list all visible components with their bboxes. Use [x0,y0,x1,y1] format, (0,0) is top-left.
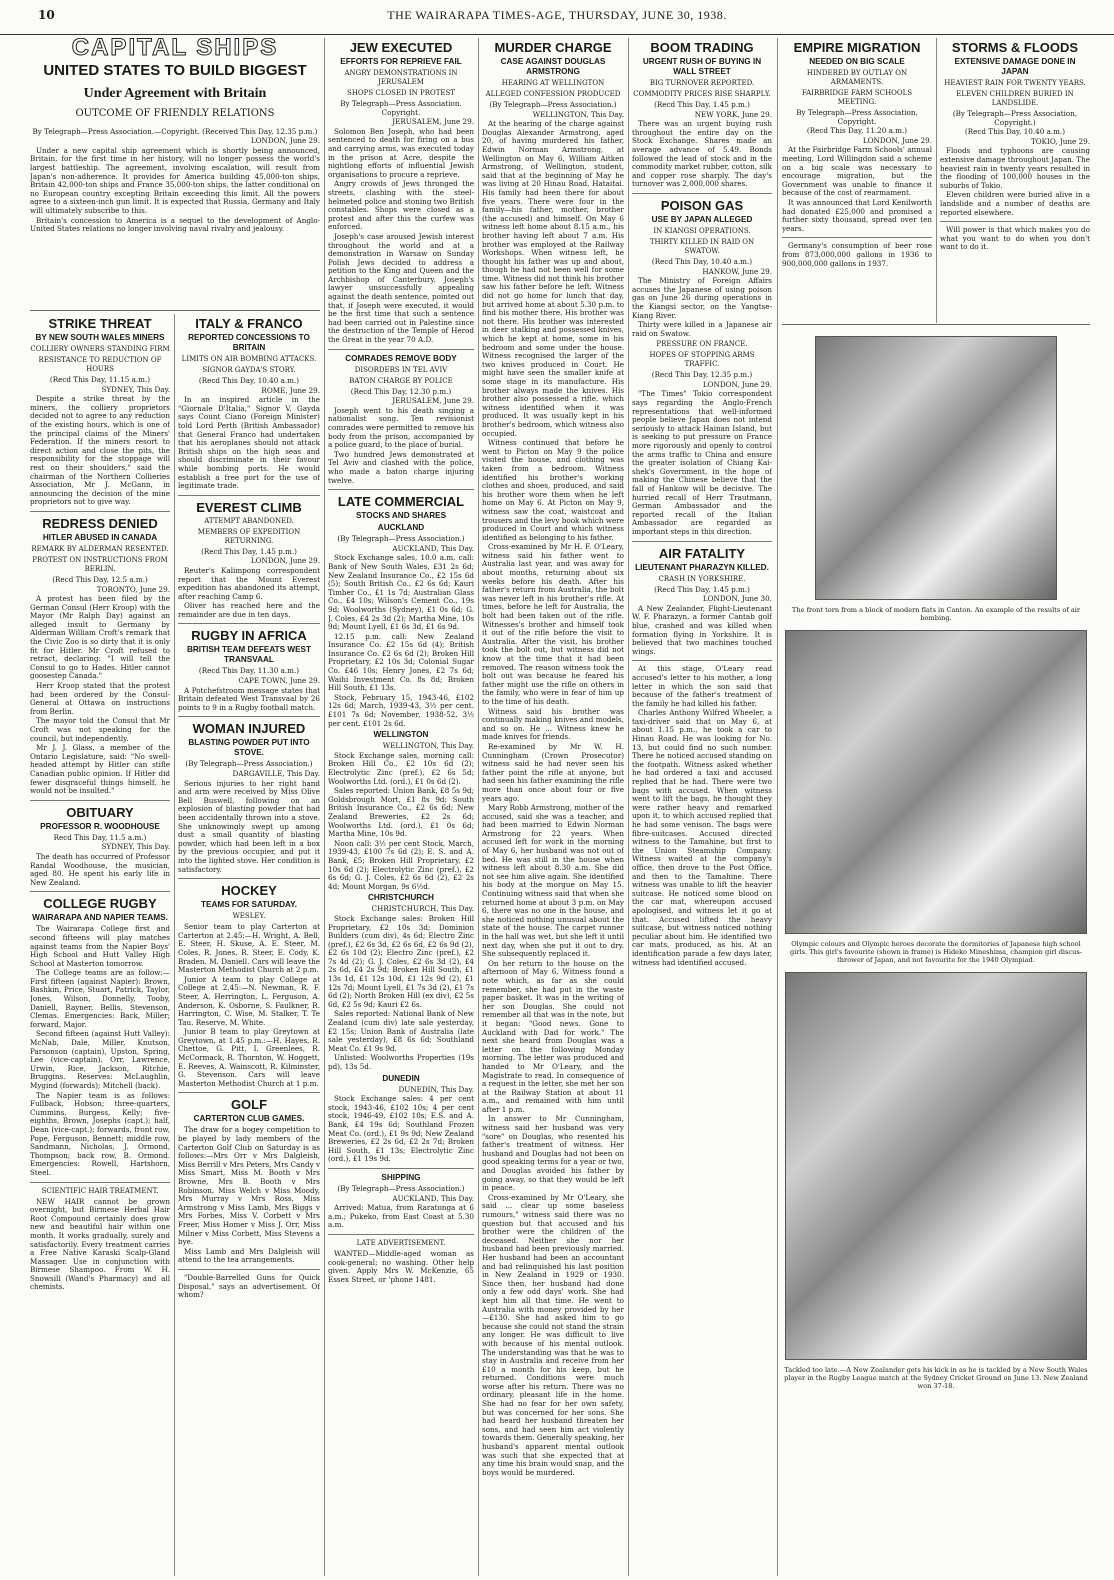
headline: UNITED STATES TO BUILD BIGGEST [43,61,307,79]
section-heading: WELLINGTON [373,730,429,740]
section-heading: SHIPPING [381,1172,421,1182]
subheadline: TEAMS FOR SATURDAY. [201,900,297,910]
divider [178,878,320,879]
divider [30,1182,170,1183]
deck: COLLIERY OWNERS STANDING FIRM [30,345,170,353]
deck: OUTCOME OF FRIENDLY RELATIONS [75,107,275,119]
paragraph: A New Zealander, Flight-Lieutenant W. F. Pharazyn, a former Cantab golf blue, crashed and was killed when formation flying in Yorkshire. It is believed that two machines touched wings. [632,603,772,656]
received: (Recd This Day, 11.20 a.m.) [806,126,908,136]
deck: CRASH IN YORKSHIRE. [658,574,746,583]
dateline: ROME, June 29. [261,385,320,395]
dateline: LONDON, June 29. [250,136,320,146]
deck: HEAVIEST RAIN FOR TWENTY YEARS. [944,79,1086,87]
dateline: SYDNEY, This Day. [101,384,170,394]
paragraph: The mayor told the Consul that Mr Croft was not speaking for the council, but independently. [30,716,170,743]
divider [178,495,320,496]
paragraph: At the hearing of the charge against Douglas Alexander Armstrong, aged 20, of having murdered his father, Edwin Norman Armstrong, at Wellington on May 6, William Aitken Armstrong, of Wellington, student, said that at the beginning of May he was living at 20 Hinau Road, Hataitai. His family had been there for about five years. There were four in the family—his father, mother, brother (the accused) and himself. On May 6 witness left home about 8.15 a.m., his brother having left about 7 a.m. His brother was employed at the Railway Workshops. When witness left, he thought his father was up and about, though he had not been well for some time. Witness did not think his brother saw his father before he left. Witness did not go home for lunch that day, but arrived home at about 5.30 p.m. to find his mother there. His brother was not there. His brother was interested in deer stalking and possessed knives, which he kept at home, some in his bedroom and some under the house. Witness recognised the larger of the two knives produced in Court. He might have seen the smaller knife at some stage in its manufacture. His brother always made the knives. His brother also possessed a rifle, which witness identified when it was produced. It was usually kept in his brother's bedroom, which witness also occupied. [482,119,624,438]
headline: BOOM TRADING [650,40,754,55]
divider [30,800,170,801]
paragraph: The Napier team is as follows: Fullback, Hobson; three-quarters, Cummins, Burgess, Kelly; five-eighths, Brown, Josephs (capt.); half, Dean (vice-capt.); forwards, front row, Pope, Ferguson, Bennett; middle row, Sandmann, Nicholas, J. Ormond, Thompson; back row, B. Ormond. Emergencies: Rowell, Hartshorn, Steel. [30,1090,170,1177]
deck: FAIRBRIDGE FARM SCHOOLS MEETING. [801,89,913,106]
deck: BATON CHARGE BY POLICE [349,376,453,385]
dateline: TOKIO, June 29. [1030,136,1090,146]
photo-column [782,328,1090,1578]
byline: By Telegraph—Press Association.—Copyright. (Received This Day, 12.35 p.m.) [32,126,318,136]
deck: PRESSURE ON FRANCE. [656,340,748,349]
dateline: NEW YORK, June 29. [694,109,772,119]
paragraph: Arrived: Matua, from Raratonga at 6 a.m.; Pukeko, from East Coast at 5.30 a.m. [328,1203,474,1230]
divider [30,511,170,512]
paragraph: Witness continued that before he went to Picton on May 9 the police visited the house, and clothing was taken from a bedroom. Witness identified his brother's working clothes and shoes, produced, and said his brother wore them when he left home on May 6. At Picton on May 9, witness saw the coat, waistcoat and trousers and the levy book which were produced in Court and which witness identified as belonging to his father. [482,438,624,542]
divider [30,891,170,892]
paragraph: There was an urgent buying rush throughout the entire day on the Stock Exchange. Shares made an average advance of 5.49. Bonds followed the lead of stock and in the commodity market rubber, cotton, silk and copper rose sharply. The day's turnover was 2,000,000 shares. [632,119,772,189]
dateline: HANKOW, June 29. [702,266,772,276]
headline: EVEREST CLIMB [196,499,302,515]
paragraph: Noon call: 3½ per cent Stock, March, 1939-43, £100 7s 6d (2); E. S. and A. Bank, £5; Broken Hill Proprietary, £2 10s 6d (2); Electrolytic Zinc (pref.), £2 6s 6d; G. J. Coles, £2 6s 6d (2), £2 2s 4d; Mount Morgan, 9s 6½d. [328,838,474,891]
headline: REDRESS DENIED [42,515,158,531]
column-7-top [940,38,1090,323]
paragraph: Joseph's case aroused Jewish interest throughout the world and at a demonstration in Warsaw on Sunday Polish Jews decided to address a petition to the King and Queen and the Archbishop of Canterbury. Joseph's lawyer unsuccessfully appealing against the death sentence, pointed out that, if Joseph were executed, it would be the first time that such a sentence had been carried out in Palestine since the destruction of the Temple of Herod the Great in the year 70 A.D. [328,231,474,345]
paragraph: "The Times" Tokio correspondent says regarding the Anglo-French representations that well-informed people believe Japan does not intend seriously to attack Hainan Island, but is seeking to put pressure on France more rigorously and openly to control the arms traffic to China and ensure the greater isolation of Chiang Kai-shek's Government, in the hope of making the Chinese believe that the fall of Hankow will be decisive. The hurried recall of Herr Trautmann, German Ambassador and the reported recall of the Italian Ambassador are regarded as important steps in this direction. [632,389,772,536]
paragraph: On her return to the house on the afternoon of May 6, Witness found a note which, as far as she could remember, she had put in the waste paper basket. It was in the writing of her son Douglas. She could not remember all that was in the note, but it began: "Good news. Gone to Auckland with Dad for work." The next she heard from Douglas was a letter on the following Monday morning. The letter was produced and handed to Mr O'Leary, and the Magistrate to read. In consequence of a request in the letter, she met her son at the Railway Station at about 11 a.m., and remained with him until after 1 p.m. [482,958,624,1114]
deck: MEMBERS OF EXPEDITION RETURNING. [197,527,301,545]
received: (Recd This Day, 12.35 p.m.) [651,370,753,380]
byline: (By Telegraph—Press Association.) [337,534,465,544]
divider [178,623,320,624]
paragraph: Joseph went to his death singing a nationalist song. Ten revisionist comrades were permitted to remove his body from the prison, accompanied by a police guard, to the place of burial. [328,405,474,450]
dateline: WELLINGTON, This Day. [382,741,474,751]
section-heading: AUCKLAND [377,523,425,533]
dateline: SYDNEY, This Day. [101,842,170,852]
subheadline: LIEUTENANT PHARAZYN KILLED. [635,562,769,572]
page-number: 10 [38,8,55,22]
headline: COMRADES REMOVE BODY [345,353,457,363]
subheadline: REPORTED CONCESSIONS TO BRITAIN [188,333,310,352]
column-3 [328,38,474,1576]
deck: ALLEGED CONFESSION PRODUCED [485,90,621,98]
advertisement: NEW HAIR cannot be grown overnight, but Birmese Herbal Hair Root Compound certainly does grow new and beautiful hair within one month. It works gradually, surely and satisfactorily. Every treatment carries a Free Native Karaski Scalp-Gland Massager. Use in conjunction with Birmese Shampoo. From W. H. Snowsill (Wand's Pharmacy) and all chemists. [30,1196,170,1292]
subheadline: STOCKS AND SHARES [355,511,447,521]
divider [178,1092,320,1093]
column-6-top [782,38,932,323]
dateline: AUCKLAND, This Day. [392,1193,474,1203]
paragraph: Herr Kroop stated that the protest had been ordered by the Consul-General at Ottawa on instructions from Berlin. [30,681,170,716]
divider [30,310,320,311]
paragraph: Despite a strike threat by the miners, the colliery proprietors decided not to agree to any reduction of the existing hours, which is one of the principal claims of the Miners' Federation. If the miners resort to direct action and close the pits, the responsibility for the stoppage will rest on their shoulders," said the chairman of the Northern Collieries Association, Mr J. McGann, in announcing the decision of the mine proprietors not to give way. [30,394,170,507]
column-1-lower [30,314,170,1576]
received: Recd This Day, 11.5 a.m.) [53,832,147,842]
headline: COLLEGE RUGBY [43,896,157,912]
received: (Recd This Day, 10.40 a.m.) [198,376,300,385]
byline: By Telegraph—Press Association. Copyright. [340,99,462,117]
divider [328,489,474,490]
paragraph: Mary Robb Armstrong, mother of the accused, said she was a teacher, and had been married to Edwin Norman Armstrong for 22 years. When accused left for work in the morning of May 6, her husband was not out of bed. He was still in the house when witness left about 8.30 a.m. She did not see him alive again. She identified his body at the morgue on May 15. Continuing witness said that when she returned home at about 3 p.m. on May 6, there was no one in the house, and she noticed nothing unusual about the state of the house. The carpet runner in the hall was wet, but she left it until next day, when she put it out to dry. She subsequently replaced it. [482,803,624,959]
paragraph: Second fifteen (against Hutt Valley): McNab, Dale, Miller, Knutson, Parsonson (captain), Upston, Spring, Lee (vice-captain), Orr, Lawrence, Urwin, Rice, Jackson, Ritchie, Bruggins. Reserves: McLaughlin, Mygind (forwards); Mitchell (back). [30,1029,170,1090]
photo-caption: The front torn from a block of modern flats in Canton. An example of the results of air bombing. [791,606,1081,622]
byline: (By Telegraph—Press Association, Copyright.) [952,109,1078,127]
divider [632,193,772,194]
divider [328,1234,474,1235]
deck: THIRTY KILLED IN RAID ON SWATOW. [649,237,755,255]
headline: STRIKE THREAT [48,316,152,331]
paragraph: 12.15 p.m. call: New Zealand Insurance Co. £2 15s 6d (4); British Insurance Co. £2 6s 6d (2); Broken Hill Proprietary, £2 10s 3d; Colonial Sugar Co. £46 10s; Henry Jones, £2 7s 6d; Waihi Investment Co. 8s 8d; Broken Hill South, £1 13s. [328,631,474,693]
paragraph: The draw for a bogey competition to be played by lady members of the Carterton Golf Club on Saturday is as follows:—Mrs Orr v Mrs Dalgleish, Miss Berrill v Mrs Peters, Mrs Candy v Miss Smart, Miss M. Booth v Mrs Browne, Mrs B. Booth v Mrs Robinson, Miss Welch v Miss Moody, Mrs Murray v Mrs Ross, Miss Armstrong v Miss Lamb, Mrs Biggs v Mrs Forbes, Miss V. Corbett v Mrs Freer, Miss Homer v Miss J. Orr, Miss Milner v Miss Corbett, Miss Stevens a bye. [178,1125,320,1247]
deck: COMMODITY PRICES RISE SHARPLY. [633,90,771,98]
paragraph: Senior team to play Carterton at Carterton at 2.45:—H. Wright, A. Bell, E. Steer, H. Skuse, A. E. Steer, M. Coles, R. Jones, R. Steer, E. Cody, K. Braden. M. Daniell. Cars will leave the Masterton Methodist Church at 2 p.m. [178,922,320,975]
paragraph: Under a new capital ship agreement which is shortly being announced, Britain, for the first time in her history, will no longer possess the world's largest battleship. The agreement, involving escalation, will result from Japan's non-adherence. It provides for America building 45,000-ton ships, Britain 42,000-ton ships and France 35,000-ton ships, the latter conditional on no European country excepting Britain exceeding this limit. All the powers agree to a sixteen-inch gun limit. It is expected that Russia, Germany and Italy will ultimately subscribe to this. [30,145,320,215]
subheadline: EXTENSIVE DAMAGE DONE IN JAPAN [954,57,1076,76]
subheadline: BY NEW SOUTH WALES MINERS [35,333,165,342]
dateline: AUCKLAND, This Day. [392,543,474,553]
olympic-girl-photo [785,630,1087,934]
paragraph: Stock Exchange sales, morning call: Broken Hill Co., £2 10s 6d (2); Electrolytic Zinc (pref.), £2 6s 5d; Woolworths Ltd. (ord.), £1 0s 6d (2). [328,750,474,786]
paragraph: Two hundred Jews demonstrated at Tel Aviv and clashed with the police, who made a baton charge injuring twelve. [328,449,474,485]
column-4 [482,38,624,1576]
deck: HEARING AT WELLINGTON [501,79,605,87]
advertisement: WANTED—Middle-aged woman as cook-general; no washing. Other help given. Apply Mrs W. McKenzie, 65 Essex Street, or 'phone 1481. [328,1248,474,1284]
paragraph: Angry crowds of Jews thronged the streets, clashing with the steel-helmeted police and stoning two British constables. Shops were closed as a protest and after this the curfew was enforced. [328,179,474,232]
paragraph: Thirty were killed in a Japanese air raid on Swatow. [632,320,772,338]
masthead [0,0,1114,35]
paragraph: Cross-examined by Mr H. F. O'Leary, witness said his father went to Australia last year, and was away for about months, returning about six weeks before his death. After his father's return from Australia, the bolt was never left in his brother's rifle. At times, before he left for Australia, the bolt had been taken out of the rifle. Witnesses's brother and himself took it out of the rifle before the visit to Australia. After the visit, his brother took the bolt out, but witness did not know at the time that it had been removed. The reason witness took the bolt out was because he feared his father might use the rifle on others in the family, who were in fear of him up to the time of his death. [482,542,624,706]
deck: PROTEST ON INSTRUCTIONS FROM BERLIN. [32,555,168,573]
divider [178,1269,320,1270]
received: (Recd This Day, 10.40 a.m.) [964,127,1066,137]
dateline: WELLINGTON, This Day. [532,109,624,119]
subheadline: NEEDED ON BIG SCALE [809,57,905,66]
paragraph: In an inspired article in the "Giornale D'Italia," Signor V. Gayda says Count Ciano (Foreign Minister) told Lord Perth (British Ambassador) that General Franco had undertaken that his aeroplanes should not attack British ships on the high seas and should discriminate in their favour while bombing ports. He would establish a free port for the use of legitimate trade. [178,395,320,491]
rugby-league-photo [785,972,1087,1360]
paragraph: Stock Exchange sales: Broken Hill Proprietary, £2 10s 3d; Dominion Builders (cum div), 4s 6d; Electro Zinc (pref.), £2 6s 3d, £2 6s 6d, £2 6s 9d (2), £2 6s 10d (2); Electro Zinc (pref.), £2 7s 4d (2); G. J. Coles, £2 6s 3d (2), £4 2s 6d, £4 2s 9d; Broken Hill South, £1 13s 1d, £1 12s 10d, £1 12s 9d (2), £1 12s 7d; Mount Lyell, £1 7s 3d (2), £1 7s 6d (2); North Broken Hill (ex div), £2 5s 6d, £2 5s 9d; Kauri £2 6s. [328,913,474,1009]
column-rule [628,38,629,1576]
divider [940,221,1090,222]
paragraph: At this stage, O'Leary read accused's letter to his mother, a long letter in which the son said that because of the father's treatment of the family he had killed his father. [632,664,772,708]
section-heading: DUNEDIN [382,1073,420,1083]
section-heading: CHRISTCHURCH [368,893,434,903]
deck: RESISTANCE TO REDUCTION OF HOURS [38,356,162,373]
paragraph: The Ministry of Foreign Affairs accuses the Japanese of using poison gas on June 26 during operations in the Kiangsi sector, on the Yangtse-Kiang River. [632,276,772,320]
capital-ships-article [30,38,320,310]
headline: GOLF [230,1097,268,1113]
deck: LIMITS ON AIR BOMBING ATTACKS. [181,355,317,363]
paragraph: Stock Exchange sales, 10.0 a.m. call: Bank of New South Wales, £31 2s 6d; New Zealand Insurance Co., £2 15s 6d (5); South British Co., £2 6s 6d; Kauri Timber Co., £1 1s 7d; Australian Glass Co., £4 10s; Wilson's Cement Co., 19s 9d; Woolworths (Sydney), £1 0s 6d; G. J. Coles, £4 2s 3d (2); Martha Mine, 10s 9d; Mount Lyell, £1 6s 3d, £1 6s 9d. [328,553,474,632]
paragraph: Eleven children were buried alive in a landslide and a number of deaths are reported elsewhere. [940,190,1090,217]
paragraph: It was announced that Lord Kenilworth had donated £25,000 and promised a further sixty thousand, spread over ten years. [782,197,932,233]
column-rule [936,38,937,323]
paragraph: Will power is that which makes you do what you want to do when you don't want to do it. [940,225,1090,252]
subheadline: CASE AGAINST DOUGLAS ARMSTRONG [500,57,606,76]
received: (Recd This Day, 1.45 p.m.) [654,584,750,594]
headline: WOMAN INJURED [192,721,306,737]
paragraph: Junior A team to play College at College at 2.45:—N. Newman, R. F. Steer, A. Herrington, L. Ferguson, A. Anderson, K. Osborne, S. Faulkner, R. Harrington, C. Wise, M. Stalker, T. Te Tau. Reserve, M. White. [178,974,320,1027]
paragraph: Charles Anthony Wilfred Wheeler, a taxi-driver said that on May 6, at about 1.15 p.m., he took a car to Hinau Road. He was looking for No. 13, but could find no such number. There he noticed accused standing on the footpath. Witness asked whether he had ordered a taxi and accused replied that he had. There were two bags with accused. When witness went to lift the bags, he thought they were rather heavy and remarked upon it, to which accused replied that he had some venison. The bags were fibre-suitcases. Accused directed witness to the Tamahine, but first to the Union Steamship Company. Witness waited at the company's office, then drove to the Post Office, and then to the Tamahine. There witness was unable to lift the heavier suitcase. He noticed some blood on the car mat, whereupon accused apologised, and witness let it go at that. Accused lifted the heavy suitcase, but witness noticed nothing peculiar about him. He identified two car mats, produced, as his. At an identification parade a few days later, witness had identified accused. [632,708,772,967]
paragraph: Sales reported: National Bank of New Zealand (cum div) late sale yesterday, £2 15s; Union Bank of Australia (late sale yesterday), £8 6s 6d; Southland Meat Co. £1 9s 9d. [328,1009,474,1053]
dateline: CAPE TOWN, June 29. [238,676,320,686]
subheadline: WAIRARAPA AND NAPIER TEAMS. [32,913,168,923]
divider [782,324,1090,325]
divider [632,541,772,542]
byline: (By Telegraph—Press Association.) [185,759,313,769]
deck: ATTEMPT ABANDONED. [204,516,294,525]
column-2-lower [178,314,320,1576]
headline: POISON GAS [660,197,744,213]
newspaper-title: THE WAIRARAPA TIMES-AGE, THURSDAY, JUNE 30, 1938. [387,8,727,22]
dateline: JERUSALEM, June 29. [392,396,474,406]
photo-caption: Tackled too late.—A New Zealander gets his kick in as he is tackled by a New South Wales player in the Rugby League match at the Sydney Cricket Ground on June 13. New Zealand won 37-18. [784,1366,1088,1390]
banner-headline: CAPITAL SHIPS [71,38,279,61]
headline: HOCKEY [221,883,277,899]
column-rule [478,38,479,1576]
paragraph: Miss Lamb and Mrs Dalgleish will attend to the tea arrangements. [178,1246,320,1265]
subheadline: USE BY JAPAN ALLEGED [651,214,753,224]
received: (Recd This Day, 1.45 p.m.) [654,100,750,109]
column-rule [174,314,175,1576]
dateline: LONDON, June 30. [702,594,772,604]
paragraph: Germany's consumption of beer rose from 873,000,000 gallons in 1936 to 900,000,000 gallons in 1937. [782,241,932,268]
headline: ITALY & FRANCO [195,316,303,331]
filler-quote: "Double-Barrelled Guns for Quick Disposal," says an advertisement. Of whom? [178,1272,320,1300]
deck: BIG TURNOVER REPORTED. [649,79,755,87]
dateline: LONDON, June 29. [862,135,932,145]
divider [178,716,320,717]
headline: STORMS & FLOODS [951,40,1079,55]
deck: ELEVEN CHILDREN BURIED IN LANDSLIDE. [956,90,1074,107]
headline: JEW EXECUTED [349,40,453,55]
photo-caption: Olympic colours and Olympic heroes decorate the dormitories of Japanese high school girls. This girl's favourite (shown in frame) is Hideko Mineshima, champion girl discus-thrower of Japan, and not favourite for the 1940 Olympiad. [790,940,1082,964]
dateline: DUNEDIN, This Day. [398,1084,474,1094]
paragraph: The College teams are as follow:—First fifteen (against Napier): Brown, Bashkin, Price, Stuart, Patrick, Taylor, Jones, Wilson, Donnelly, Tooby, Daniell, Rayner, Bellis, Stevenson, Clemas. Emergencies: Back, Miller; forward, Major. [30,968,170,1029]
dateline: DARGAVILLE, This Day. [232,769,320,779]
paragraph: Stock Exchange sales: 4 per cent stock, 1943-46, £102 10s; 4 per cent stock, 1946-49, £102 10s; E.S. and A. Bank, £4 19s 6d; Southland Frozen Meat Co. (ord.), £1 9s 9d; New Zealand Breweries, £2 2s 6d, £2 2s 7d; Broken Hill South, £1 13s; Electrolytic Zinc (ord.), £1 19s 9d. [328,1094,474,1164]
column-5 [632,38,772,1576]
subheadline: PROFESSOR R. WOODHOUSE [40,821,160,831]
paragraph: At the Fairbridge Farm Schools' annual meeting, Lord Willingdon said a scheme on a big scale was necessary to encourage migration, but the Government was unable to finance it because of the cost of rearmament. [782,145,932,198]
paragraph: In answer to Mr Cunningham, witness said her husband was very "sore" on Douglas, who resented his father's treatment of witness. Her husband and Douglas had not been on good speaking terms for a year or two, and Douglas avoided his father by going away, so that they would be left in peace. [482,1114,624,1193]
deck: SHOPS CLOSED IN PROTEST [347,89,455,97]
paragraph: The death has occurred of Professor Randal Woodhouse, the musician, aged 80. He spent his early life in New Zealand. [30,851,170,887]
paragraph: A protest has been filed by the German Consul (Herr Kroop) with the Mayor (Mr Ralph Day) against an alleged insult to Germany by Alderman William Croft's remark that the Civic Zoo is so dirty that it is only fit for Hitler. Mr Croft refused to retract, declaring: "I will tell the Consul to go to Hades. Hitler cannot goosestep Canada." [30,594,170,681]
deck: ANGRY DEMONSTRATIONS IN JERUSALEM [344,69,458,86]
dateline: JERUSALEM, June 29. [392,117,474,127]
received: (Recd This Day, 12.30 p.m.) [350,386,452,396]
received: (Recd This Day, 11.30 a.m.) [198,666,300,676]
headline: RUGBY IN AFRICA [191,628,307,644]
column-rule [777,38,778,1576]
paragraph: Re-examined by Mr W. H. Cunningham (Crown Prosecutor) witness said he had never seen his father point the rifle at anyone, but had seen his father examining the rifle more than once about four or five years ago. [482,741,624,803]
dateline: TORONTO, June 29. [96,584,170,594]
paragraph: Cross-examined by Mr O'Leary, she said ... clear up some baseless rumours," witness said there was no question but that accused and his brother were the children of the deceased. Neither she nor her husband had been previously married. Her husband had been an accountant and had relinquished his last position in New Zealand in 1929 or 1930. Since then, her husband had done only a few odd days' work. She had kept him all that time. He went to Australia with money provided by her—£130. She had asked him to go because she could not stand the strain any longer. He was difficult to live with because of his mental outlook. The understanding was that he was to stay in Australia and receive from her £10 a month for his keep, but he returned. Conditions were much worse after his return. There was no ordinary, pleasant life in the home. She had no fear for her own safety, but was concerned for her sons. She had heard her husband threaten her sons, and had seen him act violently towards them. Generally speaking, her husband's apparent mental outlook was such that she expected that at any time his brain would snap, and the boys would be murdered. [482,1192,624,1477]
paragraph: Solomon Ben Joseph, who had been sentenced to death for firing on a bus and carrying arms, was executed today in the prison at Acre, despite the nightlong efforts of influential Jewish organisations to procure a reprieve. [328,126,474,179]
subheadline: CARTERTON CLUB GAMES. [193,1114,305,1124]
received: (Recd This Day, 1.45 p.m.) [201,546,297,556]
deck: HINDERED BY OUTLAY ON ARMAMENTS. [806,69,908,86]
paragraph: A Potchefstroom message states that Britain defeated West Transvaal by 26 points to 9 in a Rugby football match. [178,685,320,712]
paragraph: Mr J. J. Glass, a member of the Ontario Legislature, said: "No swell-headed attempt by Hitler can stifle Canadian public opinion. If Hitler did fewer disgraceful things himself, he would not be insulted." [30,743,170,796]
byline: (By Telegraph—Press Association.) [489,100,617,109]
ad-heading: SCIENTIFIC HAIR TREATMENT. [41,1186,159,1195]
subheadline: BLASTING POWDER PUT INTO STOVE. [188,738,310,758]
subheadline: Under Agreement with Britain [83,85,267,101]
paragraph: Serious injuries to her right hand and arm were received by Miss Olive Bell Buswell, following on an explosion of blasting powder that had been accidentally thrown into a stove. She unknowingly swept up among dust a small quantity of blasting powder, which had been left in a box by the previous occupier, and put it into the lighted stove. Her condition is satisfactory. [178,778,320,874]
subheadline: HITLER ABUSED IN CANADA [42,532,158,542]
subheadline: BRITISH TEAM DEFEATS WEST TRANSVAAL [186,645,312,665]
divider [782,237,932,238]
section-heading: LATE ADVERTISEMENT. [356,1238,446,1247]
subheadline: URGENT RUSH OF BUYING IN WALL STREET [642,57,762,76]
divider [632,660,772,661]
deck: REMARK BY ALDERMAN RESENTED. [31,544,169,553]
byline: (By Telegraph—Press Association.) [337,1183,465,1193]
subheadline: EFFORTS FOR REPRIEVE FAIL [340,57,462,66]
paragraph: Unlisted: Woolworths Properties (19s pd), 13s 5d. [328,1053,474,1071]
headline: AIR FATALITY [658,545,746,561]
deck: HOPES OF STOPPING ARMS TRAFFIC. [649,351,755,369]
paragraph: Stock, February 15, 1943-46, £102 12s 6d; March, 1939-43, 3½ per cent. £101 7s 6d; November, 1938-52, 3½ per cent. £101 2s 6d. [328,692,474,728]
byline: By Telegraph—Press Association, Copyright. [796,108,918,126]
headline: EMPIRE MIGRATION [793,40,921,55]
deck: IN KIANGSI OPERATIONS. [653,226,751,235]
headline: OBITUARY [66,804,134,820]
dateline: CHRISTCHURCH, This Day. [371,904,474,914]
column-rule [324,38,325,1576]
paragraph: Britain's concession to America is a sequel to the development of Anglo-United States relations no longer involving naval rivalry and jealousy. [30,215,320,234]
divider [328,349,474,350]
dateline: LONDON, June 29. [702,379,772,389]
paragraph: Reuter's Kalimpong correspondent report that the Mount Everest expedition has abandoned its attempt, after reaching Camp 6. [178,565,320,601]
deck: DISORDERS IN TEL AVIV [354,365,448,374]
received: (Recd This Day, 12.5 a.m.) [52,574,148,584]
paragraph: Oliver has reached here and the remainder are due in ten days. [178,601,320,619]
paragraph: The Wairarapa College first and second fifteens will play matches against teams from the Napier Boys' High School and Hutt Valley High School at Masterton tomorrow. [30,924,170,968]
paragraph: Witness said his brother was continually making knives and models, and so on. He ... Witness knew he made knives for friends. [482,706,624,742]
headline: MURDER CHARGE [494,40,612,55]
deck: WESLEY. [232,912,266,921]
paragraph: Sales reported: Union Bank, £8 5s 9d; Goldsbrough Mort, £1 8s 9d; South British Insurance Co., £2 6s 6d; New Zealand Breweries, £2 2s 6d; Woolworths Ltd. (ord.), £1 0s 6d; Martha Mine, 10s 9d. [328,786,474,839]
deck: SIGNOR GAYDA'S STORY. [202,366,296,374]
divider [328,1168,474,1169]
headline: LATE COMMERCIAL [337,494,465,510]
paragraph: Floods and typhoons are causing extensive damage throughout Japan. The heaviest rain in twenty years resulted in the flooding of 100,000 houses in the suburbs of Tokio. [940,146,1090,190]
paragraph: Junior B team to play Greytown at Greytown, at 1.45 p.m.:—H. Hayes, R. Chettoe, G. Pitt, I. Greenlees, R. McCormack, R. Thornton, W. Hoggett, E. Reeves, A. Wainscott, R. Kilminster, G. Stevenson. Cars will leave Masterton Methodist Church at 1 p.m. [178,1027,320,1088]
received: (Recd This Day, 11.15 a.m.) [49,375,151,384]
canton-flats-photo [815,336,1057,600]
received: (Recd This Day, 10.40 a.m.) [651,256,753,266]
dateline: LONDON, June 29. [250,556,320,566]
